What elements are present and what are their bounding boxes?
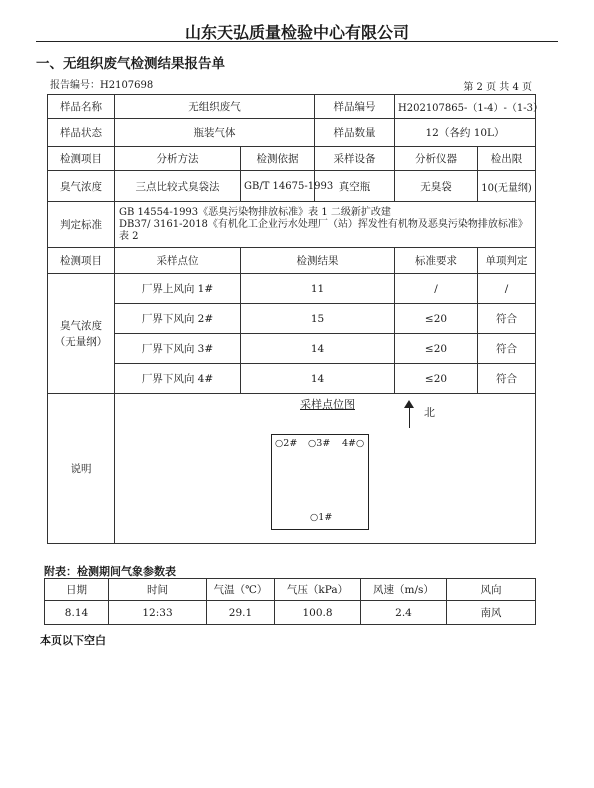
judgement: 符合	[478, 304, 536, 334]
sampling-point: 厂界下风向 2#	[115, 304, 241, 334]
judgement: 符合	[478, 334, 536, 364]
method-cell: 臭气浓度	[48, 171, 115, 202]
weather-row	[45, 601, 536, 625]
results-header: 单项判定	[478, 248, 536, 274]
method-header-row	[48, 147, 536, 171]
notes-row	[48, 394, 536, 544]
sampling-point: 厂界下风向 3#	[115, 334, 241, 364]
method-cell: GB/T 14675-1993	[241, 171, 315, 202]
notes-label: 说明	[48, 394, 115, 544]
method-header: 采样设备	[315, 147, 395, 171]
company-name: 山东天弘质量检验中心有限公司	[184, 23, 409, 42]
weather-cell: 8.14	[45, 601, 109, 625]
header-rule	[36, 41, 558, 42]
sampling-point: 厂界上风向 1#	[115, 274, 241, 304]
odor-item-text: 臭气浓度 （无量纲）	[54, 319, 108, 348]
weather-cell: 12:33	[109, 601, 207, 625]
point-2: ○2#	[275, 438, 298, 449]
weather-header: 风向	[447, 579, 536, 601]
sample-state-row	[48, 119, 536, 147]
limit-value: ≤20	[395, 364, 478, 394]
sample-name-label: 样品名称	[48, 95, 115, 119]
weather-header: 时间	[109, 579, 207, 601]
table-row	[48, 334, 536, 364]
method-header: 检测项目	[48, 147, 115, 171]
north-arrow-shaft	[409, 406, 410, 428]
weather-header: 日期	[45, 579, 109, 601]
diagram-title: 采样点位图	[300, 398, 355, 411]
results-header: 检测项目	[48, 248, 115, 274]
method-cell: 10(无量纲)	[478, 171, 536, 202]
results-table	[47, 94, 543, 544]
weather-cell: 2.4	[361, 601, 447, 625]
notes-cell	[115, 394, 536, 544]
method-cell: 三点比较式臭袋法	[115, 171, 241, 202]
method-header: 分析仪器	[395, 147, 478, 171]
section-title: 一、无组织废气检测结果报告单	[36, 56, 225, 72]
sample-id-value: H202107865-（1-4）-（1-3）	[395, 95, 536, 119]
limit-value: /	[395, 274, 478, 304]
standard-label: 判定标准	[48, 202, 115, 248]
standard-text	[115, 202, 536, 248]
standard-row	[48, 202, 536, 248]
sample-name-value: 无组织废气	[115, 95, 315, 119]
weather-table	[44, 578, 536, 625]
report-number: 报告编号：H2107698	[50, 80, 154, 91]
standard-line-1: GB 14554-1993《恶臭污染物排放标准》表 1 二级新扩改建	[119, 206, 391, 218]
result-value: 14	[241, 334, 395, 364]
table-row	[48, 304, 536, 334]
method-cell: 真空瓶	[315, 171, 395, 202]
weather-cell: 29.1	[207, 601, 275, 625]
method-cell: 无臭袋	[395, 171, 478, 202]
judgement: 符合	[478, 364, 536, 394]
sample-qty-label: 样品数量	[315, 119, 395, 147]
sample-state-value: 瓶装气体	[115, 119, 315, 147]
north-label: 北	[424, 406, 435, 419]
weather-title: 附表：检测期间气象参数表	[44, 565, 176, 578]
weather-cell: 南风	[447, 601, 536, 625]
method-header: 分析方法	[115, 147, 241, 171]
result-value: 15	[241, 304, 395, 334]
sampling-point: 厂界下风向 4#	[115, 364, 241, 394]
sampling-map	[115, 394, 535, 542]
standard-line-2: DB37/ 3161-2018《有机化工企业污水处理厂（站）挥发性有机物及恶臭污染物排放标准》表 2	[119, 218, 528, 242]
table-row	[48, 274, 536, 304]
sample-id-label: 样品编号	[315, 95, 395, 119]
results-header: 检测结果	[241, 248, 395, 274]
results-header-row	[48, 248, 536, 274]
result-value: 14	[241, 364, 395, 394]
blank-note: 本页以下空白	[40, 634, 106, 647]
sample-name-row	[48, 95, 536, 119]
odor-item-label	[48, 274, 115, 394]
results-header: 标准要求	[395, 248, 478, 274]
weather-header: 气压（kPa）	[275, 579, 361, 601]
method-header: 检测依据	[241, 147, 315, 171]
results-header: 采样点位	[115, 248, 241, 274]
weather-header-row	[45, 579, 536, 601]
weather-header: 气温（℃）	[207, 579, 275, 601]
point-3: ○3#	[308, 438, 331, 449]
table-row	[48, 364, 536, 394]
result-value: 11	[241, 274, 395, 304]
sample-qty-value: 12（各约 10L）	[395, 119, 536, 147]
judgement: /	[478, 274, 536, 304]
plant-boundary	[271, 434, 369, 530]
method-row	[48, 171, 536, 202]
page-info: 第 2 页 共 4 页	[463, 82, 532, 93]
limit-value: ≤20	[395, 334, 478, 364]
method-header: 检出限	[478, 147, 536, 171]
weather-header: 风速（m/s）	[361, 579, 447, 601]
point-4: 4#○	[342, 438, 365, 449]
point-1: ○1#	[310, 512, 333, 523]
sample-state-label: 样品状态	[48, 119, 115, 147]
limit-value: ≤20	[395, 304, 478, 334]
weather-cell: 100.8	[275, 601, 361, 625]
